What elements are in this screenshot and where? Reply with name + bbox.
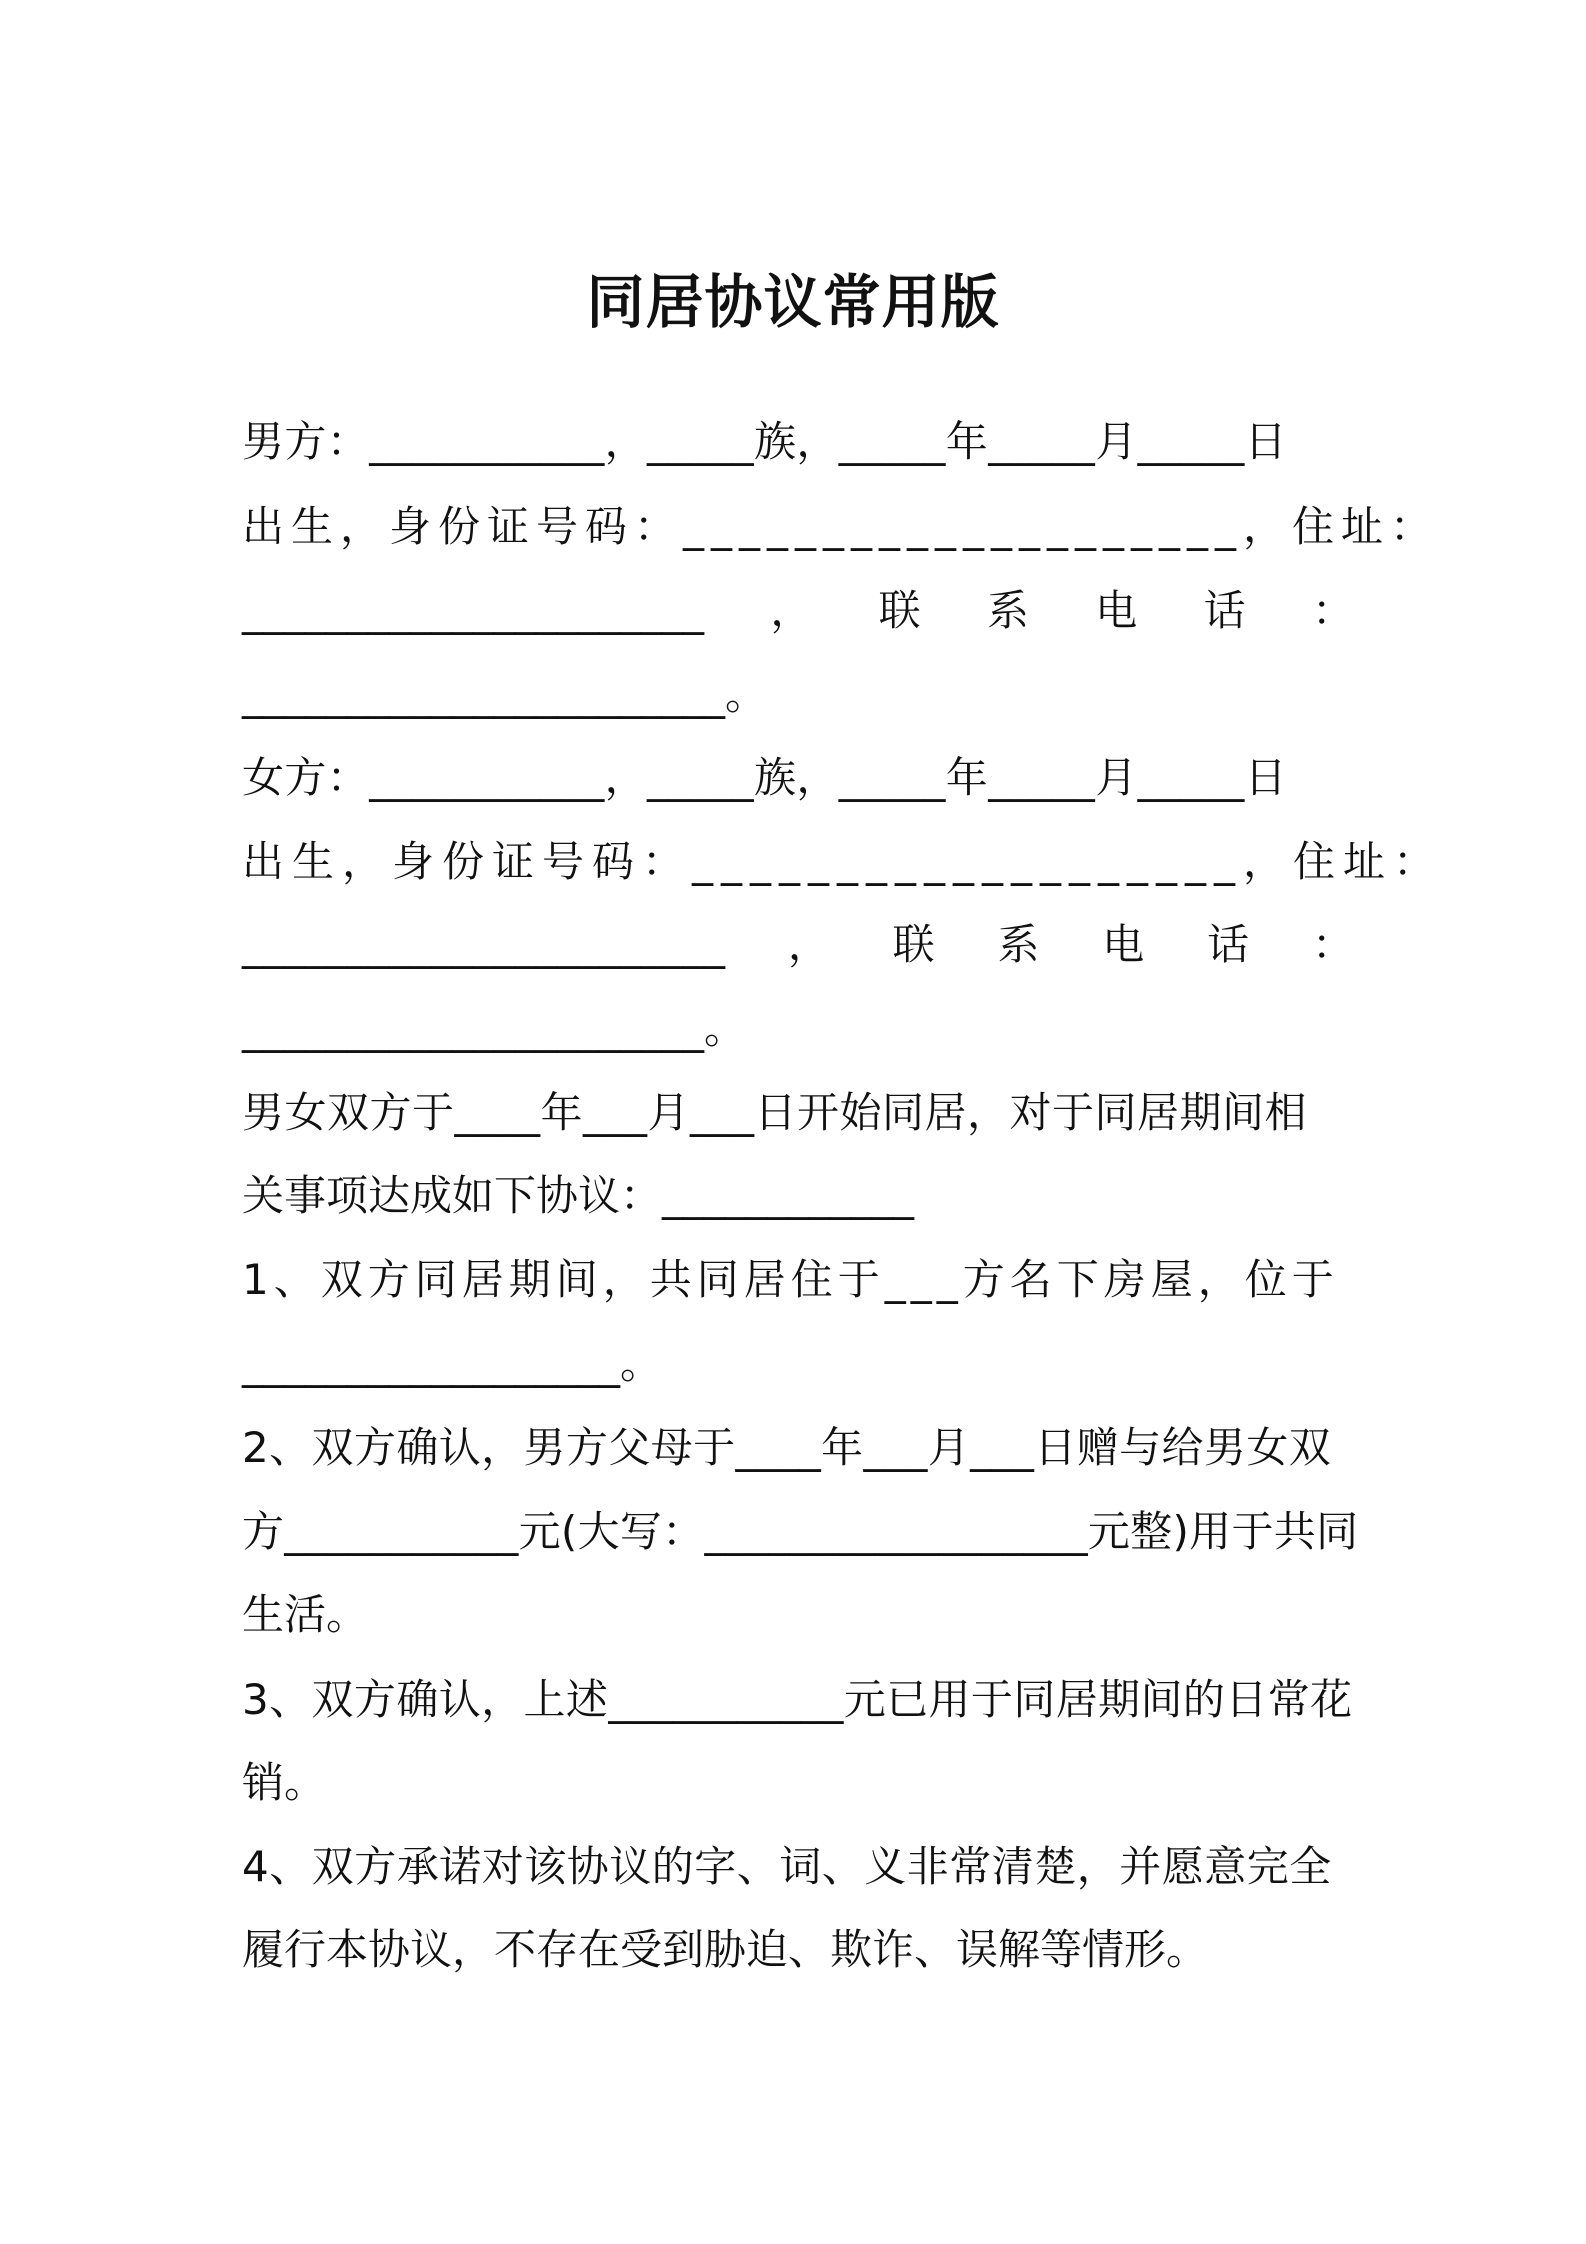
clause-1-line-1: 1、双方同居期间，共同居住于___方名下房屋，位于 (242, 1255, 1339, 1304)
male-phone-row (242, 583, 1354, 639)
clause-4-line-1: 4、双方承诺对该协议的字、词、义非常清楚，并愿意完全 (242, 1842, 1332, 1891)
female-line-4: ______________________。 (242, 1004, 747, 1053)
phone-label-char: 电 (1102, 920, 1145, 969)
phone-label-char: 系 (997, 920, 1040, 969)
male-line-2: 出生，身份证号码：____________________，住址： (242, 502, 1440, 551)
phone-label-char: 话 (1207, 920, 1250, 969)
female-line-2: 出生，身份证号码：___________________，住址： (242, 837, 1444, 886)
colon-text: ： (1311, 586, 1354, 635)
clause-1-line-2: __________________。 (242, 1339, 663, 1388)
intro-line-2: 关事项达成如下协议：____________ (242, 1171, 915, 1220)
male-address-blank: ______________________ (242, 586, 704, 635)
colon-text: ： (1311, 920, 1354, 969)
comma-text: ， (770, 586, 813, 635)
clause-2-line-1: 2、双方确认，男方父母于____年___月___日赠与给男女双 (242, 1423, 1332, 1472)
comma-text: ， (787, 920, 830, 969)
phone-label-char: 联 (878, 586, 921, 635)
female-line-1: 女方：___________，_____族，_____年_____月_____日 (242, 753, 1288, 802)
phone-label-char: 话 (1203, 586, 1246, 635)
clause-2-line-2: 方___________元(大写：__________________元整)用于共同 (242, 1507, 1359, 1556)
female-phone-row (242, 917, 1354, 973)
phone-label-char: 电 (1095, 586, 1138, 635)
intro-line-1: 男女双方于____年___月___日开始同居，对于同居期间相 (242, 1088, 1308, 1137)
clause-4-line-2: 履行本协议，不存在受到胁迫、欺诈、误解等情形。 (242, 1925, 1209, 1974)
female-address-blank: _______________________ (242, 920, 725, 969)
phone-label-char: 联 (892, 920, 935, 969)
page-title: 同居协议常用版 (586, 268, 1000, 336)
phone-label-char: 系 (986, 586, 1029, 635)
male-line-4: _______________________。 (242, 670, 768, 719)
clause-3-line-2: 销。 (242, 1758, 327, 1807)
clause-3-line-1: 3、双方确认，上述___________元已用于同居期间的日常花 (242, 1675, 1353, 1724)
male-line-1: 男方：___________，_____族，_____年_____月_____日 (242, 417, 1288, 466)
clause-2-line-3: 生活。 (242, 1590, 369, 1639)
